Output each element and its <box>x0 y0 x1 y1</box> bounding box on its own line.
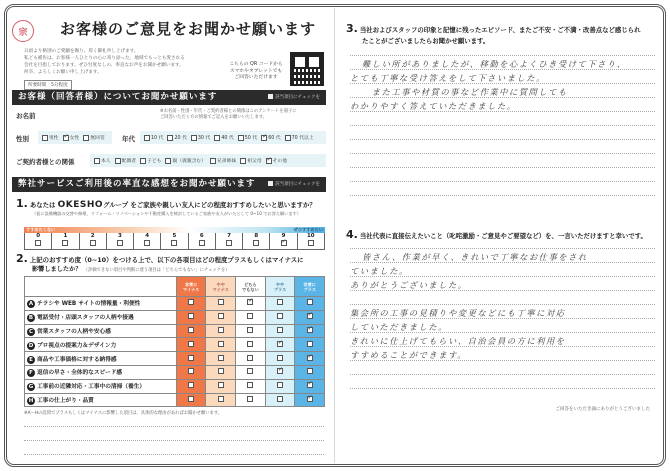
checkbox[interactable] <box>90 240 96 246</box>
checkbox[interactable] <box>218 313 224 319</box>
relation-option[interactable]: ✓ その他 <box>266 157 287 164</box>
checkbox[interactable] <box>171 240 177 246</box>
checkbox[interactable] <box>238 135 244 141</box>
checkbox[interactable] <box>218 327 224 333</box>
rating-cell[interactable] <box>295 352 325 366</box>
letter-badge-icon: A <box>28 301 34 308</box>
checkbox[interactable] <box>188 299 194 305</box>
table-row: F 返信の早さ・全体的なスピード感 ✓ <box>25 365 325 379</box>
gender-option[interactable]: 無回答 <box>83 134 104 141</box>
handwritten-answer: 皆さん、作業が早く、きれいで丁寧なお仕事をされ <box>362 252 588 262</box>
letter-badge-icon: F <box>27 369 35 377</box>
checkbox[interactable] <box>191 135 197 141</box>
scale-option-3[interactable]: 3 <box>107 233 134 249</box>
gender-label: 性別 <box>16 135 29 143</box>
handwritten-answer: とても丁寧な受け答えをして下さいました。 <box>350 73 546 83</box>
checkbox[interactable] <box>188 313 194 319</box>
rating-cell[interactable] <box>295 297 325 311</box>
table-row: G 工事前の近隣対応・工事中の清掃（養生） ✓ <box>25 379 325 393</box>
qr-code-icon[interactable] <box>290 52 324 86</box>
checkbox[interactable] <box>247 396 253 402</box>
rating-cell[interactable] <box>236 297 266 311</box>
rating-cell[interactable] <box>236 324 266 338</box>
handwritten-answer: 集会所の工事の見積りや変更などにも丁寧に対応 <box>350 308 566 318</box>
relation-label: ご契約者様との関係 <box>16 158 75 166</box>
gender-options <box>42 131 105 144</box>
age-option[interactable]: 30 代 <box>191 134 210 141</box>
left-page <box>10 8 328 463</box>
checkbox[interactable] <box>247 299 253 305</box>
checkbox[interactable] <box>83 135 89 141</box>
scale-option-8[interactable]: 8 <box>243 233 270 249</box>
checkbox[interactable] <box>63 135 69 141</box>
checkbox[interactable] <box>307 341 313 347</box>
rating-cell[interactable] <box>265 310 295 324</box>
age-option[interactable]: 40 代 <box>214 134 233 141</box>
checkbox[interactable] <box>218 299 224 305</box>
rating-cell[interactable] <box>206 393 236 407</box>
check-hint: 該当項目にチェックを <box>268 177 320 192</box>
rating-cell[interactable] <box>206 379 236 393</box>
rating-cell[interactable] <box>265 338 295 352</box>
handwritten-answer: ありがとうございました。 <box>350 280 468 290</box>
rating-cell[interactable] <box>206 352 236 366</box>
column-header: やや マイナス <box>206 277 236 297</box>
rating-cell[interactable] <box>236 338 266 352</box>
checkbox[interactable] <box>188 327 194 333</box>
checkbox[interactable] <box>247 313 253 319</box>
table-row: A チラシや WEB サイトの情報量・利便性 ✓ <box>25 297 325 311</box>
rating-cell[interactable] <box>236 379 266 393</box>
recommend-scale <box>24 227 325 250</box>
scale-option-4[interactable]: 4 <box>134 233 161 249</box>
rating-cell[interactable] <box>176 393 206 407</box>
checkbox[interactable] <box>214 135 220 141</box>
scale-option-6[interactable]: 6 <box>189 233 216 249</box>
relation-option[interactable]: 祖父母 <box>240 157 261 164</box>
age-options <box>144 131 314 144</box>
rating-cell[interactable] <box>265 393 295 407</box>
rating-cell[interactable] <box>265 297 295 311</box>
table-row: H 工事の仕上がり・品質 ✓ <box>25 393 325 407</box>
rating-cell[interactable] <box>295 324 325 338</box>
checkbox[interactable] <box>247 341 253 347</box>
rating-cell[interactable] <box>295 338 325 352</box>
checkbox[interactable] <box>307 299 313 305</box>
scale-option-1[interactable]: 1 <box>52 233 79 249</box>
relation-option[interactable]: 兄弟姉妹 <box>210 157 236 164</box>
checkbox[interactable] <box>188 382 194 388</box>
letter-badge-icon: G <box>28 384 34 391</box>
relation-option[interactable]: 本人 <box>94 157 111 164</box>
rating-cell[interactable] <box>176 297 206 311</box>
handwritten-answer: ていました。 <box>350 266 409 276</box>
table-row: E 商品や工事価格に対する納得感 ✓ <box>25 352 325 366</box>
relation-options <box>94 154 287 167</box>
checkbox[interactable] <box>210 158 216 164</box>
rating-cell[interactable] <box>206 297 236 311</box>
q1-title: 1. あなたは OKESHOグループ をご家族や親しい友人にどの程度おすすめしたいと思いますか？ <box>16 197 316 210</box>
rating-cell[interactable] <box>176 365 206 379</box>
checkbox[interactable] <box>240 158 246 164</box>
relation-option[interactable]: 親（義親含む） <box>165 157 206 164</box>
rating-cell[interactable] <box>176 324 206 338</box>
intro-text: 日頃より格別のご愛顧を賜り、厚く御礼申し上げます。 私ども補佐は、お客様一人ひとりの心に寄り添った、地域でもっとも愛される 会社を目指しております。ぜひ忖度なしの、率直なお声をお聞かせ願います。 何卒、よろしくお願い申し上げます。 <box>24 49 185 75</box>
page-title: お客様のご意見をお聞かせ願います <box>60 20 317 38</box>
age-option[interactable]: 20 代 <box>167 134 186 141</box>
checkbox[interactable] <box>165 158 171 164</box>
checkbox[interactable] <box>115 158 121 164</box>
checkbox[interactable] <box>247 327 253 333</box>
rating-cell[interactable] <box>265 379 295 393</box>
scale-option-7[interactable]: 7 <box>216 233 243 249</box>
checkbox[interactable] <box>218 341 224 347</box>
rating-cell[interactable] <box>176 310 206 324</box>
checkbox[interactable] <box>307 313 313 319</box>
name-label: お名前 <box>16 112 36 120</box>
checkbox[interactable] <box>62 240 68 246</box>
checkbox[interactable] <box>277 299 283 305</box>
checkbox[interactable] <box>188 341 194 347</box>
page-fold <box>334 8 335 463</box>
table-row: C 営業スタッフの人柄や安心感 ✓ <box>25 324 325 338</box>
scale-option-9[interactable]: 9 ✓ <box>270 233 297 249</box>
scale-gradient: すすめたくない ぜひすすめたい <box>26 227 323 232</box>
rating-cell[interactable] <box>206 338 236 352</box>
handwritten-answer: きれいに仕上げてもらい、自治会員の方に利用を <box>350 336 566 346</box>
checkbox[interactable] <box>167 135 173 141</box>
column-header: 非常に マイナス <box>176 277 206 297</box>
checkbox[interactable] <box>281 240 287 246</box>
rating-cell[interactable] <box>236 393 266 407</box>
table-row: B 電話受付・店頭スタッフの人柄や接遇 ✓ <box>25 310 325 324</box>
checkbox[interactable] <box>253 240 259 246</box>
checkbox[interactable] <box>218 382 224 388</box>
column-header: やや プラス <box>265 277 295 297</box>
answer-line <box>350 304 655 305</box>
checkbox[interactable] <box>188 396 194 402</box>
answer-line <box>350 167 655 168</box>
checkbox[interactable] <box>277 327 283 333</box>
answer-line <box>350 153 655 154</box>
checkbox[interactable] <box>218 368 224 374</box>
q3-title: 3. 当社およびスタッフの印象と記憶に残ったエピソード、またご不安・ご不満・改善点など感じられ <box>346 22 641 35</box>
answer-line <box>350 195 655 196</box>
answer-line <box>350 181 655 182</box>
rating-cell[interactable] <box>206 324 236 338</box>
seal-stamp-icon: 宗 <box>12 20 34 42</box>
q2-title: 2. 上記のおすすめ度（0~10）をつける上で、以下の各項目はどの程度プラスもしくはマイナスに <box>16 252 304 265</box>
answer-line <box>350 248 655 249</box>
q4-title: 4. 当社代表に直接伝えたいこと（叱咤激励・ご意見やご要望など）を、一言いただけますと幸いです。 <box>346 228 647 241</box>
scale-option-2[interactable]: 2 <box>80 233 107 249</box>
checkbox[interactable] <box>188 355 194 361</box>
checkbox[interactable] <box>140 158 146 164</box>
rating-cell[interactable] <box>236 365 266 379</box>
age-option[interactable]: ✓ 60 代 <box>261 134 280 141</box>
letter-badge-icon: D <box>28 342 34 349</box>
rating-cell[interactable] <box>265 324 295 338</box>
service-section-header: 弊社サービスご利用後の率直な感想をお聞かせ願います 該当項目にチェックを <box>12 177 326 192</box>
checkbox[interactable] <box>226 240 232 246</box>
right-page <box>340 8 660 463</box>
checkbox[interactable] <box>144 135 150 141</box>
letter-badge-icon: H <box>28 397 34 404</box>
checkbox[interactable] <box>199 240 205 246</box>
letter-badge-icon: E <box>27 356 35 364</box>
gender-option[interactable]: 男性 <box>42 134 59 141</box>
answer-line <box>350 139 655 140</box>
qr-caption: こちらの QR コードから スマホやタブレットでも ご回答いただけます <box>229 62 283 80</box>
letter-badge-icon: B <box>28 315 34 322</box>
checkbox[interactable] <box>285 135 291 141</box>
checkbox[interactable] <box>308 240 314 246</box>
relation-option[interactable]: 子ども <box>140 157 161 164</box>
age-option[interactable]: 10 代 <box>144 134 163 141</box>
answer-line <box>24 426 324 427</box>
checkbox[interactable] <box>218 396 224 402</box>
rating-cell[interactable] <box>206 365 236 379</box>
respondent-section-header: お客様（回答者様）についてお聞かせ願います 該当項目にチェックを <box>12 90 326 105</box>
answer-line <box>350 125 655 126</box>
checkbox[interactable] <box>247 368 253 374</box>
age-option[interactable]: 50 代 <box>238 134 257 141</box>
evaluation-table <box>24 276 325 407</box>
answer-line <box>350 374 655 375</box>
column-header: どちら でもない <box>236 277 266 297</box>
q2-footnote: ※A〜Hの設問でプラスもしくはマイナスに影響した項目は、具体的な理由があればお聞かせ願います。 <box>24 411 223 416</box>
answer-line <box>24 454 324 455</box>
rating-cell[interactable] <box>265 365 295 379</box>
scale-option-5[interactable]: 5 <box>161 233 188 249</box>
answer-line <box>350 55 655 56</box>
name-note: ※お名前・性別・年代・ご契約者様との関係はこのアンケートを冊子に ご回答いただく方の情報でご記入をお願いいたします。 <box>160 109 297 120</box>
rating-cell[interactable] <box>236 352 266 366</box>
handwritten-answer: また工事や材質の事など作業中に質問しても <box>362 87 568 97</box>
checkbox[interactable] <box>218 355 224 361</box>
q3-title-line2: たことがございましたらお聞かせ願います。 <box>362 37 490 45</box>
checkbox[interactable] <box>247 355 253 361</box>
gender-option[interactable]: ✓ 女性 <box>63 134 80 141</box>
checkbox[interactable] <box>277 313 283 319</box>
thank-you-note: ご回答をいただき誠にありがとうございました <box>555 407 650 412</box>
column-header: 非常に プラス <box>295 277 325 297</box>
handwritten-answer: 難しい所がありましたが、移動を心よくひき受けて下さり、 <box>362 59 627 69</box>
answer-line <box>24 440 324 441</box>
checkbox[interactable] <box>307 327 313 333</box>
checkbox[interactable] <box>307 368 313 374</box>
answer-line <box>350 388 655 389</box>
time-required-badge: 所要時間 5分程度 <box>24 80 72 90</box>
checkbox[interactable] <box>94 158 100 164</box>
checkbox[interactable] <box>261 135 267 141</box>
table-row: D プロ視点の提案力＆デザイン力 ✓ <box>25 338 325 352</box>
rating-cell[interactable] <box>176 352 206 366</box>
rating-cell[interactable] <box>176 379 206 393</box>
checkbox[interactable] <box>307 396 313 402</box>
rating-cell[interactable] <box>295 310 325 324</box>
checkbox[interactable] <box>266 158 272 164</box>
rating-cell[interactable] <box>295 379 325 393</box>
handwritten-answer: すすめることができます。 <box>350 350 467 360</box>
rating-cell[interactable] <box>295 393 325 407</box>
checkbox[interactable] <box>247 382 253 388</box>
handwritten-answer: していただきました。 <box>350 322 448 332</box>
checkbox[interactable] <box>277 368 283 374</box>
age-option[interactable]: 70 代以上 <box>285 134 314 141</box>
rating-cell[interactable] <box>295 365 325 379</box>
checkbox[interactable] <box>277 382 283 388</box>
checkbox[interactable] <box>307 355 313 361</box>
check-hint: 該当項目にチェックを <box>268 90 320 105</box>
rating-cell[interactable] <box>176 338 206 352</box>
checkbox[interactable] <box>117 240 123 246</box>
scale-option-0[interactable]: 0 <box>25 233 52 249</box>
scale-option-10[interactable]: 10 <box>298 233 324 249</box>
checkbox[interactable] <box>35 240 41 246</box>
checkbox[interactable] <box>277 396 283 402</box>
rating-cell[interactable] <box>265 352 295 366</box>
q1-subtext: （仮に設備機器の交替や修理、リフォーム・リノベーションや不動産購入を検討しているご家族や友人がいたとして 0~10 でお答え願います） <box>32 211 301 216</box>
handwritten-answer: わかりやすく答えていただきました。 <box>350 101 517 111</box>
checkbox[interactable] <box>144 240 150 246</box>
relation-option[interactable]: 配偶者 <box>115 157 136 164</box>
letter-badge-icon: C <box>28 328 34 335</box>
checkbox[interactable] <box>277 355 283 361</box>
rating-cell[interactable] <box>206 310 236 324</box>
checkbox[interactable] <box>307 382 313 388</box>
checkbox[interactable] <box>188 368 194 374</box>
checkbox[interactable] <box>42 135 48 141</box>
checkbox[interactable] <box>277 341 283 347</box>
q2-title-line2: 影響しましたか？ （評価できない項目や判断に迷う項目は「どちらでもない」にチェックを） <box>32 266 230 273</box>
age-label: 年代 <box>122 135 135 143</box>
rating-cell[interactable] <box>236 310 266 324</box>
